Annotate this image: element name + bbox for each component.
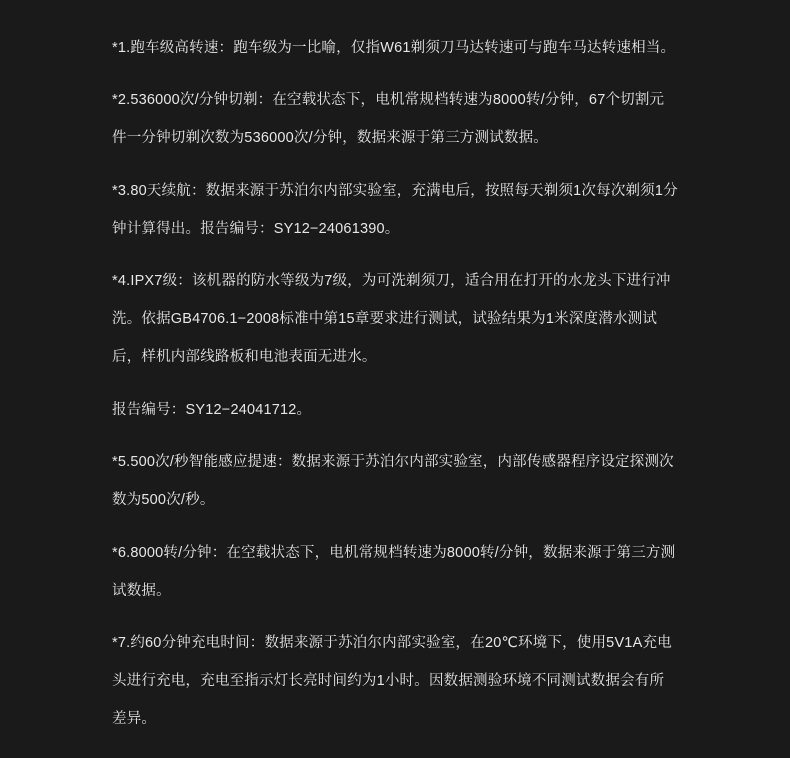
footnote-item: *7.约60分钟充电时间：数据来源于苏泊尔内部实验室，在20℃环境下，使用5V1A充电头进行充电，充电至指示灯长亮时间约为1小时。因数据测验环境不同测试数据会有所差异。 — [112, 635, 672, 727]
footnote-item: 报告编号：SY12−24041712。 — [112, 401, 312, 418]
footnote-item: *1.跑车级高转速：跑车级为一比喻，仅指W61剃须刀马达转速可与跑车马达转速相当。 — [112, 39, 676, 56]
footnote-item: *2.536000次/分钟切剃：在空载状态下，电机常规档转速为8000转/分钟，67个切割元件一分钟切剃次数为536000次/分钟，数据来源于第三方测试数据。 — [112, 92, 665, 146]
footnote-item: *6.8000转/分钟：在空载状态下，电机常规档转速为8000转/分钟，数据来源于第三方测试数据。 — [112, 544, 676, 599]
footnote-item: *4.IPX7级：该机器的防水等级为7级，为可洗剃须刀，适合用在打开的水龙头下进行冲洗。依据GB4706.1−2008标准中第15章要求进行测试，试验结果为1米深度潜水测试后，样机内部线路板和电池表面无进水。 — [112, 273, 671, 365]
footnote-item: *3.80天续航：数据来源于苏泊尔内部实验室，充满电后，按照每天剃须1次每次剃须1分钟计算得出。报告编号：SY12−24061390。 — [112, 182, 678, 237]
footnote-item: *5.500次/秒智能感应提速：数据来源于苏泊尔内部实验室，内部传感器程序设定探测次数为500次/秒。 — [112, 454, 674, 508]
